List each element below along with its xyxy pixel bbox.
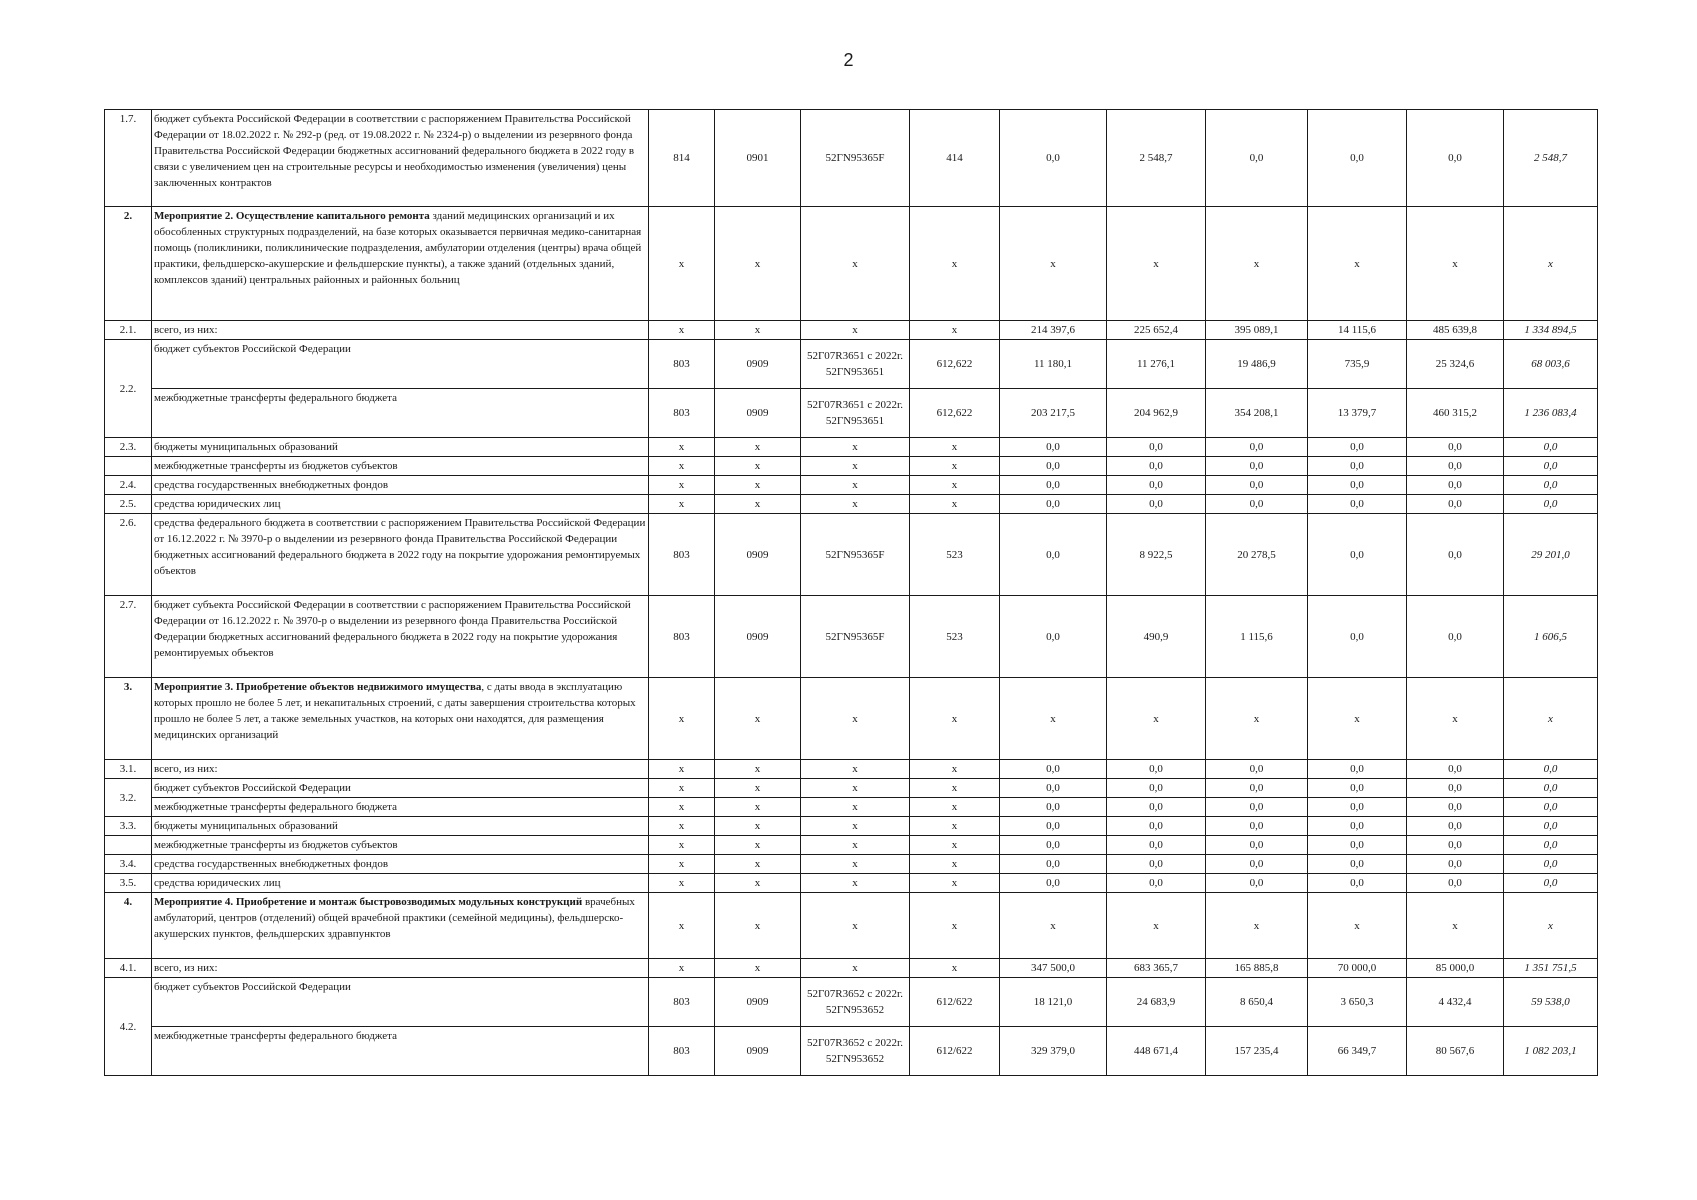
value-2023: 0,0 <box>1407 855 1504 874</box>
table-row <box>105 514 1598 596</box>
value-2020: 683 365,7 <box>1107 959 1206 978</box>
code-section: x <box>715 779 801 798</box>
row-number: 2. <box>105 207 152 321</box>
code-target: x <box>801 836 910 855</box>
row-number: 2.7. <box>105 596 152 678</box>
value-2023: 0,0 <box>1407 817 1504 836</box>
code-section: x <box>715 855 801 874</box>
value-total: 1 334 894,5 <box>1504 321 1598 340</box>
value-2019: 0,0 <box>1000 817 1107 836</box>
code-ministry: x <box>649 321 715 340</box>
value-2021: x <box>1206 207 1308 321</box>
code-expense: x <box>910 817 1000 836</box>
row-description: средства государственных внебюджетных фондов <box>152 476 649 495</box>
code-section: x <box>715 438 801 457</box>
value-2019: 0,0 <box>1000 514 1107 596</box>
value-2020: 2 548,7 <box>1107 110 1206 207</box>
value-2022: 13 379,7 <box>1308 389 1407 438</box>
code-ministry: x <box>649 893 715 959</box>
row-number: 3.3. <box>105 817 152 836</box>
code-target: x <box>801 779 910 798</box>
code-target: x <box>801 678 910 760</box>
value-2022: 0,0 <box>1308 779 1407 798</box>
value-2020: 24 683,9 <box>1107 978 1206 1027</box>
table-row <box>105 760 1598 779</box>
code-expense: x <box>910 476 1000 495</box>
code-target: 52ГN95365F <box>801 596 910 678</box>
value-2022: 0,0 <box>1308 596 1407 678</box>
value-2019: 0,0 <box>1000 836 1107 855</box>
value-2023: 0,0 <box>1407 874 1504 893</box>
code-ministry: x <box>649 779 715 798</box>
code-section: 0901 <box>715 110 801 207</box>
code-ministry: x <box>649 760 715 779</box>
table-row <box>105 321 1598 340</box>
value-2022: 0,0 <box>1308 457 1407 476</box>
table-row <box>105 893 1598 959</box>
value-total: 0,0 <box>1504 760 1598 779</box>
code-target: 52Г07R3651 с 2022г. 52ГN953651 <box>801 340 910 389</box>
value-2023: 25 324,6 <box>1407 340 1504 389</box>
code-expense: x <box>910 893 1000 959</box>
code-section: x <box>715 817 801 836</box>
table-row <box>105 110 1598 207</box>
value-2020: x <box>1107 893 1206 959</box>
code-section: 0909 <box>715 340 801 389</box>
code-target: x <box>801 959 910 978</box>
code-section: x <box>715 457 801 476</box>
code-ministry: x <box>649 438 715 457</box>
budget-table <box>104 109 1598 1076</box>
code-expense: x <box>910 678 1000 760</box>
code-section: x <box>715 495 801 514</box>
table-row <box>105 340 1598 389</box>
row-number: 2.1. <box>105 321 152 340</box>
value-2023: 80 567,6 <box>1407 1027 1504 1076</box>
code-expense: x <box>910 760 1000 779</box>
value-total: 0,0 <box>1504 438 1598 457</box>
row-description: Мероприятие 2. Осуществление капитального ремонта зданий медицинских организаций и их обособленных структурных подразделений, на базе которых оказывается первичная медико-санитарная помощь (поликлиники, поликлинические подразделения, амбулатории отделения (центры) врача общей практики, фельдшерско-акушерские и фельдшерские пункты), а также зданий (отдельных зданий, комплексов зданий) центральных районных и районных больниц <box>152 207 649 321</box>
row-description: бюджет субъекта Российской Федерации в соответствии с распоряжением Правительства Российской Федерации от 18.02.2022 г. № 292-р (ред. от 19.08.2022 г. № 2324-р) о выделении из резервного фонда Правительства Российской Федерации бюджетных ассигнований федерального бюджета в 2022 году в связи с увеличением цен на строительные ресурсы и необходимостью изменения (увеличения) цены заключенных контрактов <box>152 110 649 207</box>
value-2019: 347 500,0 <box>1000 959 1107 978</box>
code-expense: x <box>910 207 1000 321</box>
value-2020: 0,0 <box>1107 760 1206 779</box>
code-section: x <box>715 959 801 978</box>
value-2022: 70 000,0 <box>1308 959 1407 978</box>
table-row <box>105 457 1598 476</box>
table-row <box>105 389 1598 438</box>
code-target: 52Г07R3652 с 2022г. 52ГN953652 <box>801 1027 910 1076</box>
code-ministry: x <box>649 855 715 874</box>
value-2023: 4 432,4 <box>1407 978 1504 1027</box>
row-description: бюджеты муниципальных образований <box>152 438 649 457</box>
row-number: 3.5. <box>105 874 152 893</box>
value-2023: 0,0 <box>1407 495 1504 514</box>
value-total: 0,0 <box>1504 457 1598 476</box>
row-number: 2.5. <box>105 495 152 514</box>
value-2019: x <box>1000 893 1107 959</box>
code-ministry: x <box>649 495 715 514</box>
row-number: 4.1. <box>105 959 152 978</box>
value-2021: 157 235,4 <box>1206 1027 1308 1076</box>
row-number: 4. <box>105 893 152 959</box>
value-2020: 0,0 <box>1107 438 1206 457</box>
code-ministry: x <box>649 207 715 321</box>
value-2020: 204 962,9 <box>1107 389 1206 438</box>
code-section: 0909 <box>715 389 801 438</box>
row-number: 2.2. <box>105 340 152 438</box>
value-2019: 0,0 <box>1000 495 1107 514</box>
value-2020: 448 671,4 <box>1107 1027 1206 1076</box>
value-2023: 0,0 <box>1407 779 1504 798</box>
row-description: всего, из них: <box>152 760 649 779</box>
code-target: x <box>801 855 910 874</box>
code-ministry: x <box>649 476 715 495</box>
row-number: 1.7. <box>105 110 152 207</box>
code-section: x <box>715 476 801 495</box>
code-target: x <box>801 874 910 893</box>
value-2021: 0,0 <box>1206 855 1308 874</box>
value-2019: 0,0 <box>1000 874 1107 893</box>
value-2021: x <box>1206 678 1308 760</box>
value-total: 2 548,7 <box>1504 110 1598 207</box>
row-number: 3. <box>105 678 152 760</box>
value-2019: 0,0 <box>1000 779 1107 798</box>
value-total: 0,0 <box>1504 476 1598 495</box>
row-number: 3.4. <box>105 855 152 874</box>
code-ministry: x <box>649 678 715 760</box>
table-row <box>105 779 1598 798</box>
value-total: 0,0 <box>1504 817 1598 836</box>
code-target: x <box>801 893 910 959</box>
value-2020: 11 276,1 <box>1107 340 1206 389</box>
code-target: x <box>801 207 910 321</box>
value-2023: 0,0 <box>1407 760 1504 779</box>
code-ministry: 814 <box>649 110 715 207</box>
value-2021: 0,0 <box>1206 760 1308 779</box>
row-description: средства государственных внебюджетных фондов <box>152 855 649 874</box>
code-target: x <box>801 438 910 457</box>
code-target: x <box>801 760 910 779</box>
value-2022: 0,0 <box>1308 874 1407 893</box>
code-target: 52ГN95365F <box>801 110 910 207</box>
row-description: средства юридических лиц <box>152 874 649 893</box>
value-total: 0,0 <box>1504 855 1598 874</box>
code-expense: x <box>910 959 1000 978</box>
code-ministry: 803 <box>649 389 715 438</box>
value-2023: 0,0 <box>1407 438 1504 457</box>
value-2022: 0,0 <box>1308 855 1407 874</box>
code-target: x <box>801 817 910 836</box>
row-description: межбюджетные трансферты федерального бюджета <box>152 798 649 817</box>
value-2021: 0,0 <box>1206 110 1308 207</box>
value-2023: 0,0 <box>1407 110 1504 207</box>
value-2022: 0,0 <box>1308 438 1407 457</box>
code-ministry: 803 <box>649 340 715 389</box>
value-2019: x <box>1000 207 1107 321</box>
row-description: бюджет субъекта Российской Федерации в соответствии с распоряжением Правительства Российской Федерации от 16.12.2022 г. № 3970-р о выделении из резервного фонда Правительства Российской Федерации бюджетных ассигнований федерального бюджета в 2022 году на покрытие удорожания ремонтируемых объектов <box>152 596 649 678</box>
value-2021: 0,0 <box>1206 874 1308 893</box>
code-expense: 612/622 <box>910 1027 1000 1076</box>
value-2022: 0,0 <box>1308 760 1407 779</box>
code-expense: 414 <box>910 110 1000 207</box>
row-number: 3.2. <box>105 779 152 817</box>
value-2023: 485 639,8 <box>1407 321 1504 340</box>
value-2022: 0,0 <box>1308 514 1407 596</box>
code-ministry: x <box>649 457 715 476</box>
value-total: 0,0 <box>1504 874 1598 893</box>
value-2023: x <box>1407 678 1504 760</box>
value-2020: 0,0 <box>1107 855 1206 874</box>
code-target: 52Г07R3652 с 2022г. 52ГN953652 <box>801 978 910 1027</box>
value-total: 59 538,0 <box>1504 978 1598 1027</box>
code-section: x <box>715 893 801 959</box>
code-section: x <box>715 207 801 321</box>
code-expense: 612,622 <box>910 389 1000 438</box>
value-2023: 0,0 <box>1407 798 1504 817</box>
code-expense: x <box>910 855 1000 874</box>
code-section: 0909 <box>715 596 801 678</box>
value-2022: x <box>1308 207 1407 321</box>
code-ministry: 803 <box>649 1027 715 1076</box>
value-2020: x <box>1107 207 1206 321</box>
value-2020: x <box>1107 678 1206 760</box>
value-2020: 0,0 <box>1107 457 1206 476</box>
value-total: 0,0 <box>1504 779 1598 798</box>
value-2020: 8 922,5 <box>1107 514 1206 596</box>
code-section: 0909 <box>715 1027 801 1076</box>
value-2023: 0,0 <box>1407 514 1504 596</box>
row-description: Мероприятие 3. Приобретение объектов недвижимого имущества, с даты ввода в эксплуатацию которых прошло не более 5 лет, и некапитальных строений, с даты завершения строительства которых прошло не более 5 лет, а также земельных участков, на которых они находятся, для размещения медицинских организаций <box>152 678 649 760</box>
row-number: 2.4. <box>105 476 152 495</box>
code-expense: x <box>910 438 1000 457</box>
value-2021: 19 486,9 <box>1206 340 1308 389</box>
value-2023: 0,0 <box>1407 457 1504 476</box>
value-total: x <box>1504 207 1598 321</box>
row-number <box>105 836 152 855</box>
value-2022: 0,0 <box>1308 817 1407 836</box>
row-description: бюджет субъектов Российской Федерации <box>152 978 649 1027</box>
value-total: 1 606,5 <box>1504 596 1598 678</box>
row-description: средства юридических лиц <box>152 495 649 514</box>
code-expense: x <box>910 457 1000 476</box>
value-2023: 85 000,0 <box>1407 959 1504 978</box>
code-target: x <box>801 476 910 495</box>
value-2019: 0,0 <box>1000 457 1107 476</box>
value-2019: 0,0 <box>1000 438 1107 457</box>
code-target: 52ГN95365F <box>801 514 910 596</box>
value-2021: 0,0 <box>1206 836 1308 855</box>
value-2019: 203 217,5 <box>1000 389 1107 438</box>
value-total: 1 351 751,5 <box>1504 959 1598 978</box>
code-expense: x <box>910 836 1000 855</box>
table-row <box>105 798 1598 817</box>
row-description: бюджеты муниципальных образований <box>152 817 649 836</box>
value-2022: 0,0 <box>1308 495 1407 514</box>
code-ministry: x <box>649 874 715 893</box>
table-row <box>105 978 1598 1027</box>
code-section: 0909 <box>715 514 801 596</box>
value-2019: 0,0 <box>1000 596 1107 678</box>
table-row <box>105 874 1598 893</box>
value-2021: 354 208,1 <box>1206 389 1308 438</box>
code-section: 0909 <box>715 978 801 1027</box>
row-description: межбюджетные трансферты федерального бюджета <box>152 389 649 438</box>
row-number: 2.6. <box>105 514 152 596</box>
value-2020: 0,0 <box>1107 798 1206 817</box>
code-section: x <box>715 798 801 817</box>
code-ministry: 803 <box>649 514 715 596</box>
value-2021: 0,0 <box>1206 779 1308 798</box>
code-expense: 523 <box>910 514 1000 596</box>
table-row <box>105 207 1598 321</box>
row-description: всего, из них: <box>152 321 649 340</box>
value-2023: x <box>1407 207 1504 321</box>
value-2023: 0,0 <box>1407 476 1504 495</box>
code-expense: x <box>910 495 1000 514</box>
value-2023: 0,0 <box>1407 596 1504 678</box>
value-2023: 0,0 <box>1407 836 1504 855</box>
value-2021: 20 278,5 <box>1206 514 1308 596</box>
value-2021: 0,0 <box>1206 476 1308 495</box>
row-number: 2.3. <box>105 438 152 457</box>
table-body <box>105 110 1598 1076</box>
value-total: 1 082 203,1 <box>1504 1027 1598 1076</box>
value-2023: x <box>1407 893 1504 959</box>
table-row <box>105 596 1598 678</box>
code-target: x <box>801 495 910 514</box>
value-2019: 0,0 <box>1000 110 1107 207</box>
value-2019: 18 121,0 <box>1000 978 1107 1027</box>
value-2022: x <box>1308 893 1407 959</box>
value-2022: 735,9 <box>1308 340 1407 389</box>
value-2021: 0,0 <box>1206 798 1308 817</box>
value-total: 0,0 <box>1504 798 1598 817</box>
value-total: 68 003,6 <box>1504 340 1598 389</box>
code-expense: x <box>910 798 1000 817</box>
table-row <box>105 959 1598 978</box>
code-ministry: 803 <box>649 978 715 1027</box>
value-total: x <box>1504 893 1598 959</box>
code-section: x <box>715 836 801 855</box>
code-expense: 523 <box>910 596 1000 678</box>
table-row <box>105 495 1598 514</box>
code-target: x <box>801 798 910 817</box>
row-description: межбюджетные трансферты из бюджетов субъектов <box>152 836 649 855</box>
code-target: 52Г07R3651 с 2022г. 52ГN953651 <box>801 389 910 438</box>
value-2021: 0,0 <box>1206 438 1308 457</box>
value-2020: 0,0 <box>1107 495 1206 514</box>
value-2022: 0,0 <box>1308 836 1407 855</box>
value-2021: 165 885,8 <box>1206 959 1308 978</box>
row-number <box>105 457 152 476</box>
row-description: всего, из них: <box>152 959 649 978</box>
value-total: 29 201,0 <box>1504 514 1598 596</box>
value-2020: 0,0 <box>1107 874 1206 893</box>
value-2019: 0,0 <box>1000 760 1107 779</box>
value-2022: 66 349,7 <box>1308 1027 1407 1076</box>
row-number: 3.1. <box>105 760 152 779</box>
code-target: x <box>801 321 910 340</box>
value-2019: 0,0 <box>1000 476 1107 495</box>
value-2023: 460 315,2 <box>1407 389 1504 438</box>
value-2019: 0,0 <box>1000 855 1107 874</box>
code-ministry: x <box>649 959 715 978</box>
value-total: 1 236 083,4 <box>1504 389 1598 438</box>
code-expense: x <box>910 874 1000 893</box>
code-ministry: x <box>649 836 715 855</box>
code-expense: 612/622 <box>910 978 1000 1027</box>
value-2020: 0,0 <box>1107 836 1206 855</box>
table-row <box>105 836 1598 855</box>
value-2020: 0,0 <box>1107 817 1206 836</box>
code-expense: 612,622 <box>910 340 1000 389</box>
code-section: x <box>715 874 801 893</box>
value-2020: 225 652,4 <box>1107 321 1206 340</box>
value-2022: 3 650,3 <box>1308 978 1407 1027</box>
table-row <box>105 817 1598 836</box>
value-2022: 0,0 <box>1308 798 1407 817</box>
table-row <box>105 438 1598 457</box>
value-2019: 329 379,0 <box>1000 1027 1107 1076</box>
value-2019: x <box>1000 678 1107 760</box>
value-2021: 0,0 <box>1206 457 1308 476</box>
value-total: 0,0 <box>1504 836 1598 855</box>
table-row <box>105 1027 1598 1076</box>
value-2022: x <box>1308 678 1407 760</box>
code-section: x <box>715 760 801 779</box>
code-ministry: 803 <box>649 596 715 678</box>
value-2019: 0,0 <box>1000 798 1107 817</box>
code-section: x <box>715 321 801 340</box>
code-target: x <box>801 457 910 476</box>
value-2019: 214 397,6 <box>1000 321 1107 340</box>
table-row <box>105 855 1598 874</box>
code-section: x <box>715 678 801 760</box>
code-expense: x <box>910 779 1000 798</box>
value-total: 0,0 <box>1504 495 1598 514</box>
row-description: межбюджетные трансферты из бюджетов субъектов <box>152 457 649 476</box>
code-ministry: x <box>649 798 715 817</box>
value-2022: 0,0 <box>1308 476 1407 495</box>
row-description: межбюджетные трансферты федерального бюджета <box>152 1027 649 1076</box>
value-2019: 11 180,1 <box>1000 340 1107 389</box>
row-number: 4.2. <box>105 978 152 1076</box>
row-description: бюджет субъектов Российской Федерации <box>152 340 649 389</box>
row-description: Мероприятие 4. Приобретение и монтаж быстровозводимых модульных конструкций врачебных амбулаторий, центров (отделений) общей врачебной практики (семейной медицины), фельдшерско-акушерских пунктов, фельдшерских здравпунктов <box>152 893 649 959</box>
value-2021: 1 115,6 <box>1206 596 1308 678</box>
code-expense: x <box>910 321 1000 340</box>
code-ministry: x <box>649 817 715 836</box>
value-2020: 0,0 <box>1107 779 1206 798</box>
value-2022: 0,0 <box>1308 110 1407 207</box>
row-description: бюджет субъектов Российской Федерации <box>152 779 649 798</box>
value-2020: 0,0 <box>1107 476 1206 495</box>
value-total: x <box>1504 678 1598 760</box>
table-row <box>105 678 1598 760</box>
value-2021: 8 650,4 <box>1206 978 1308 1027</box>
page-number: 2 <box>843 50 854 70</box>
value-2021: 395 089,1 <box>1206 321 1308 340</box>
value-2022: 14 115,6 <box>1308 321 1407 340</box>
row-description: средства федерального бюджета в соответствии с распоряжением Правительства Российской Федерации от 16.12.2022 г. № 3970-р о выделении из резервного фонда Правительства Российской Федерации бюджетных ассигнований федерального бюджета в 2022 году на покрытие удорожания ремонтируемых объектов <box>152 514 649 596</box>
value-2021: x <box>1206 893 1308 959</box>
value-2021: 0,0 <box>1206 495 1308 514</box>
value-2020: 490,9 <box>1107 596 1206 678</box>
table-row <box>105 476 1598 495</box>
value-2021: 0,0 <box>1206 817 1308 836</box>
